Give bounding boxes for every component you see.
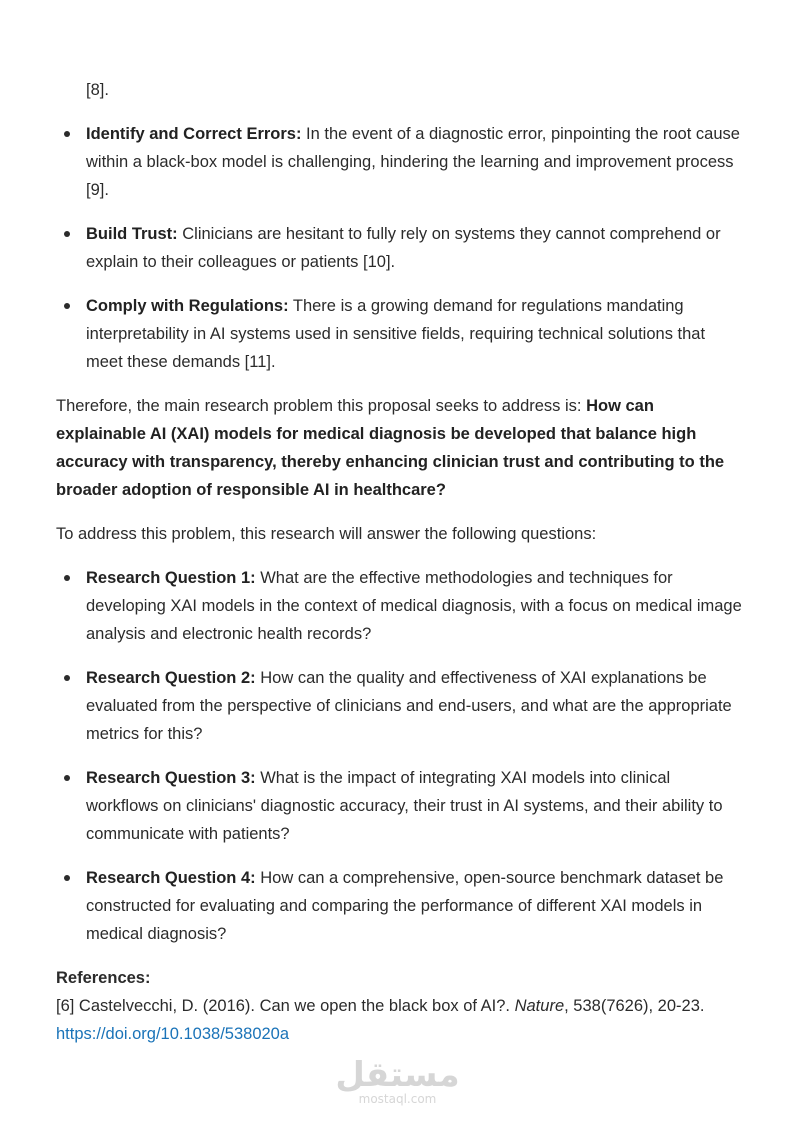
watermark-domain: mostaql.com bbox=[358, 1092, 437, 1106]
reference-entry bbox=[56, 992, 746, 1048]
bullet-icon bbox=[64, 131, 70, 137]
list-item bbox=[56, 664, 746, 748]
list-item bbox=[56, 120, 746, 204]
problem-lead: Therefore, the main research problem this proposal seeks to address is: bbox=[56, 397, 587, 415]
item-label: Build Trust: bbox=[86, 225, 178, 243]
item-text: What is the impact of integrating XAI models into clinical workflows on clinicians' diagnostic accuracy, their trust in AI systems, and their ability to communicate with patients? bbox=[86, 769, 723, 843]
item-label: Identify and Correct Errors: bbox=[86, 125, 302, 143]
bullet-icon bbox=[64, 303, 70, 309]
bullet-icon bbox=[64, 231, 70, 237]
item-text: In the event of a diagnostic error, pinpointing the root cause within a black-box model is challenging, hindering the learning and improvement process [9]. bbox=[86, 125, 740, 199]
item-label: Research Question 2: bbox=[86, 669, 256, 687]
continued-fragment: [8]. bbox=[86, 81, 109, 99]
item-text: What are the effective methodologies and techniques for developing XAI models in the context of medical diagnosis, with a focus on medical image analysis and electronic health records? bbox=[86, 569, 742, 643]
reference-journal: Nature bbox=[514, 997, 565, 1015]
item-text: How can a comprehensive, open-source benchmark dataset be constructed for evaluating and comparing the performance of different XAI models in medical diagnosis? bbox=[86, 869, 724, 943]
watermark-logo: مستقل bbox=[335, 1055, 460, 1095]
list-item bbox=[56, 764, 746, 848]
questions-intro: To address this problem, this research will answer the following questions: bbox=[56, 525, 597, 543]
item-text: How can the quality and effectiveness of XAI explanations be evaluated from the perspective of clinicians and end-users, and what are the appropriate metrics for this? bbox=[86, 669, 732, 743]
bullet-icon bbox=[64, 775, 70, 781]
item-label: Research Question 3: bbox=[86, 769, 256, 787]
document-page bbox=[56, 76, 746, 1048]
research-questions-list bbox=[56, 564, 746, 948]
bullet-icon bbox=[64, 575, 70, 581]
watermark bbox=[0, 1055, 795, 1106]
item-text: There is a growing demand for regulations mandating interpretability in AI systems used in sensitive fields, requiring technical solutions that meet these demands [11]. bbox=[86, 297, 706, 371]
reference-text: [6] Castelvecchi, D. (2016). Can we open the black box of AI?. bbox=[56, 997, 515, 1015]
research-problem bbox=[56, 392, 746, 504]
item-label: Research Question 1: bbox=[86, 569, 256, 587]
doi-link[interactable]: https://doi.org/10.1038/538020a bbox=[56, 1025, 290, 1043]
bullet-icon bbox=[64, 675, 70, 681]
item-label: Comply with Regulations: bbox=[86, 297, 289, 315]
item-text: Clinicians are hesitant to fully rely on systems they cannot comprehend or explain to their colleagues or patients [10]. bbox=[86, 225, 721, 271]
item-label: Research Question 4: bbox=[86, 869, 256, 887]
references-heading: References: bbox=[56, 969, 151, 987]
problem-question: How can explainable AI (XAI) models for medical diagnosis be developed that balance high accuracy with transparency, thereby enhancing clinician trust and contributing to the broader adoption of responsible AI in healthcare? bbox=[56, 397, 725, 499]
list-item bbox=[56, 864, 746, 948]
challenges-list bbox=[56, 120, 746, 376]
list-item bbox=[56, 220, 746, 276]
reference-details: , 538(7626), 20-23. bbox=[564, 997, 705, 1015]
bullet-icon bbox=[64, 875, 70, 881]
list-item bbox=[56, 564, 746, 648]
list-item bbox=[56, 292, 746, 376]
